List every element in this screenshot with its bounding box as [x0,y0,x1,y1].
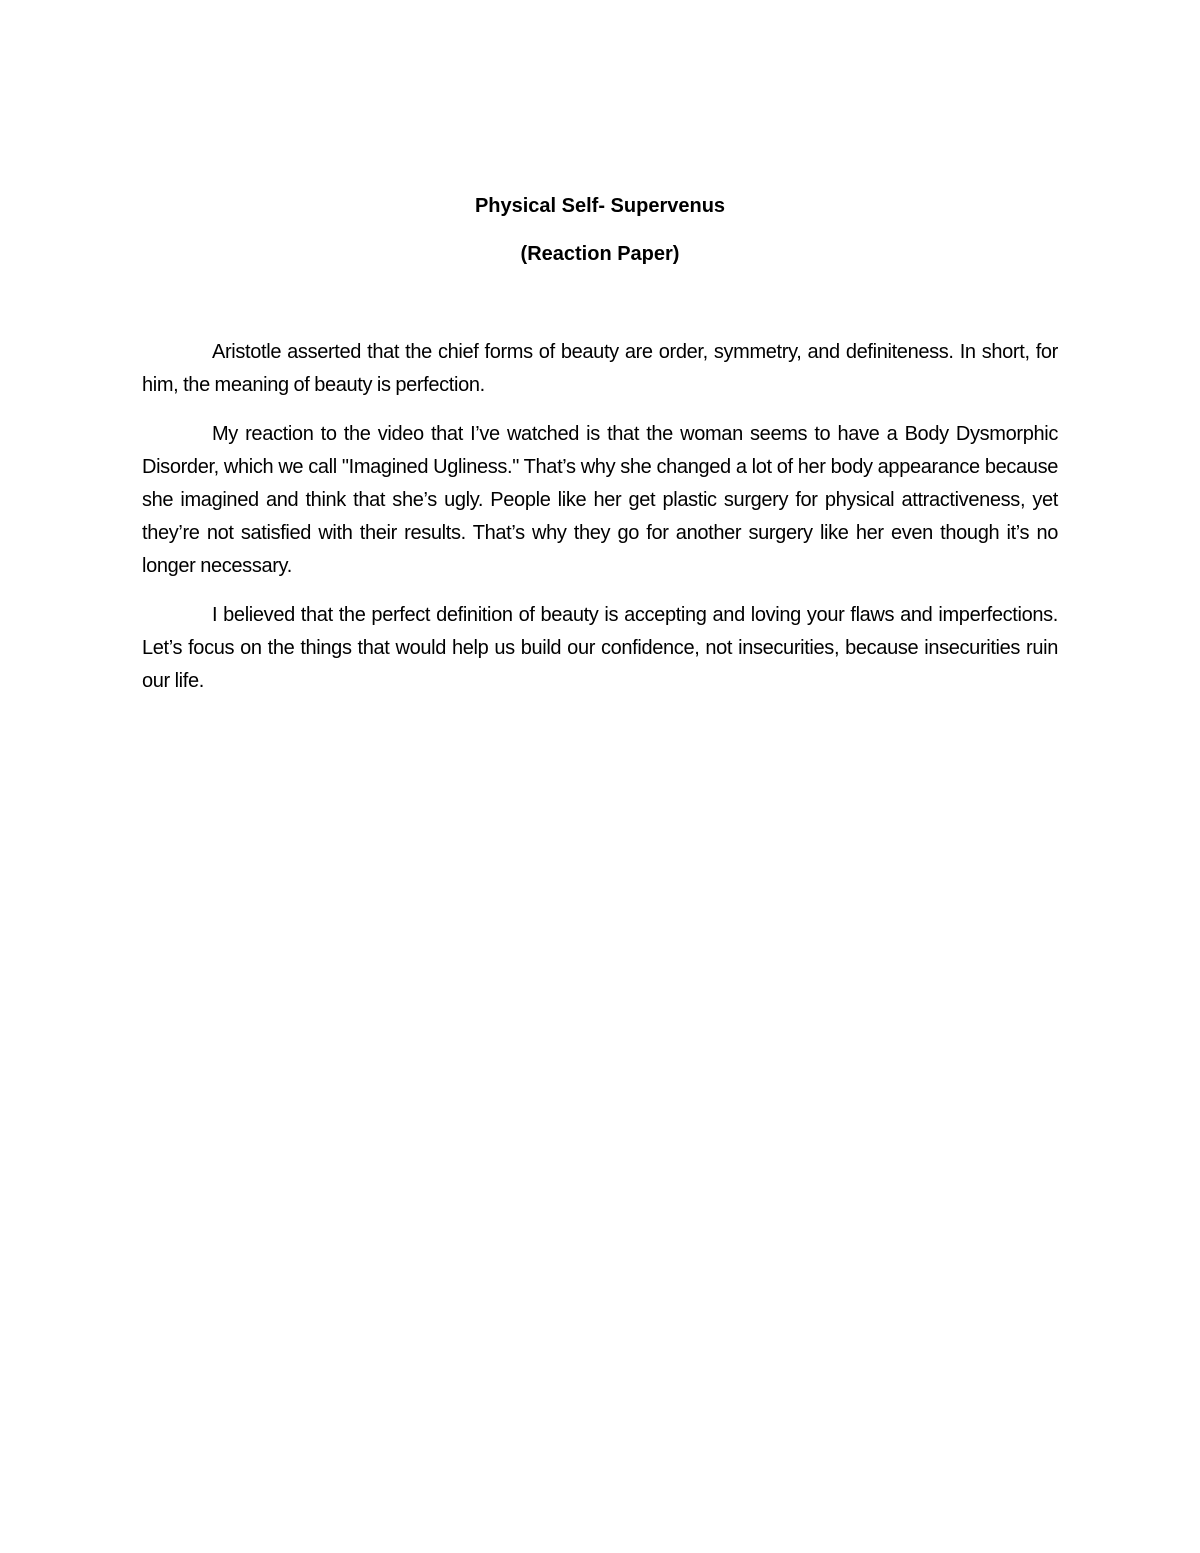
document-subtitle: (Reaction Paper) [520,243,680,265]
paragraph-3: I believed that the perfect definition of beauty is accepting and loving your flaws and imperfections. Let’s focus on the things that would help us build our confidence, not insecurities, because insecurities ruin our life. [142,604,1058,692]
document-body [142,190,1058,714]
paragraph-1: Aristotle asserted that the chief forms of beauty are order, symmetry, and definiteness. In short, for him, the meaning of beauty is perfection. [142,341,1058,396]
paragraph-2: My reaction to the video that I’ve watched is that the woman seems to have a Body Dysmorphic Disorder, which we call "Imagined Ugliness." That’s why she changed a lot of her body appearance because she imagined and think that she’s ugly. People like her get plastic surgery for physical attractiveness, yet they’re not satisfied with their results. That’s why they go for another surgery like her even though it’s no longer necessary. [142,423,1058,577]
document-title: Physical Self- Supervenus [474,195,726,217]
